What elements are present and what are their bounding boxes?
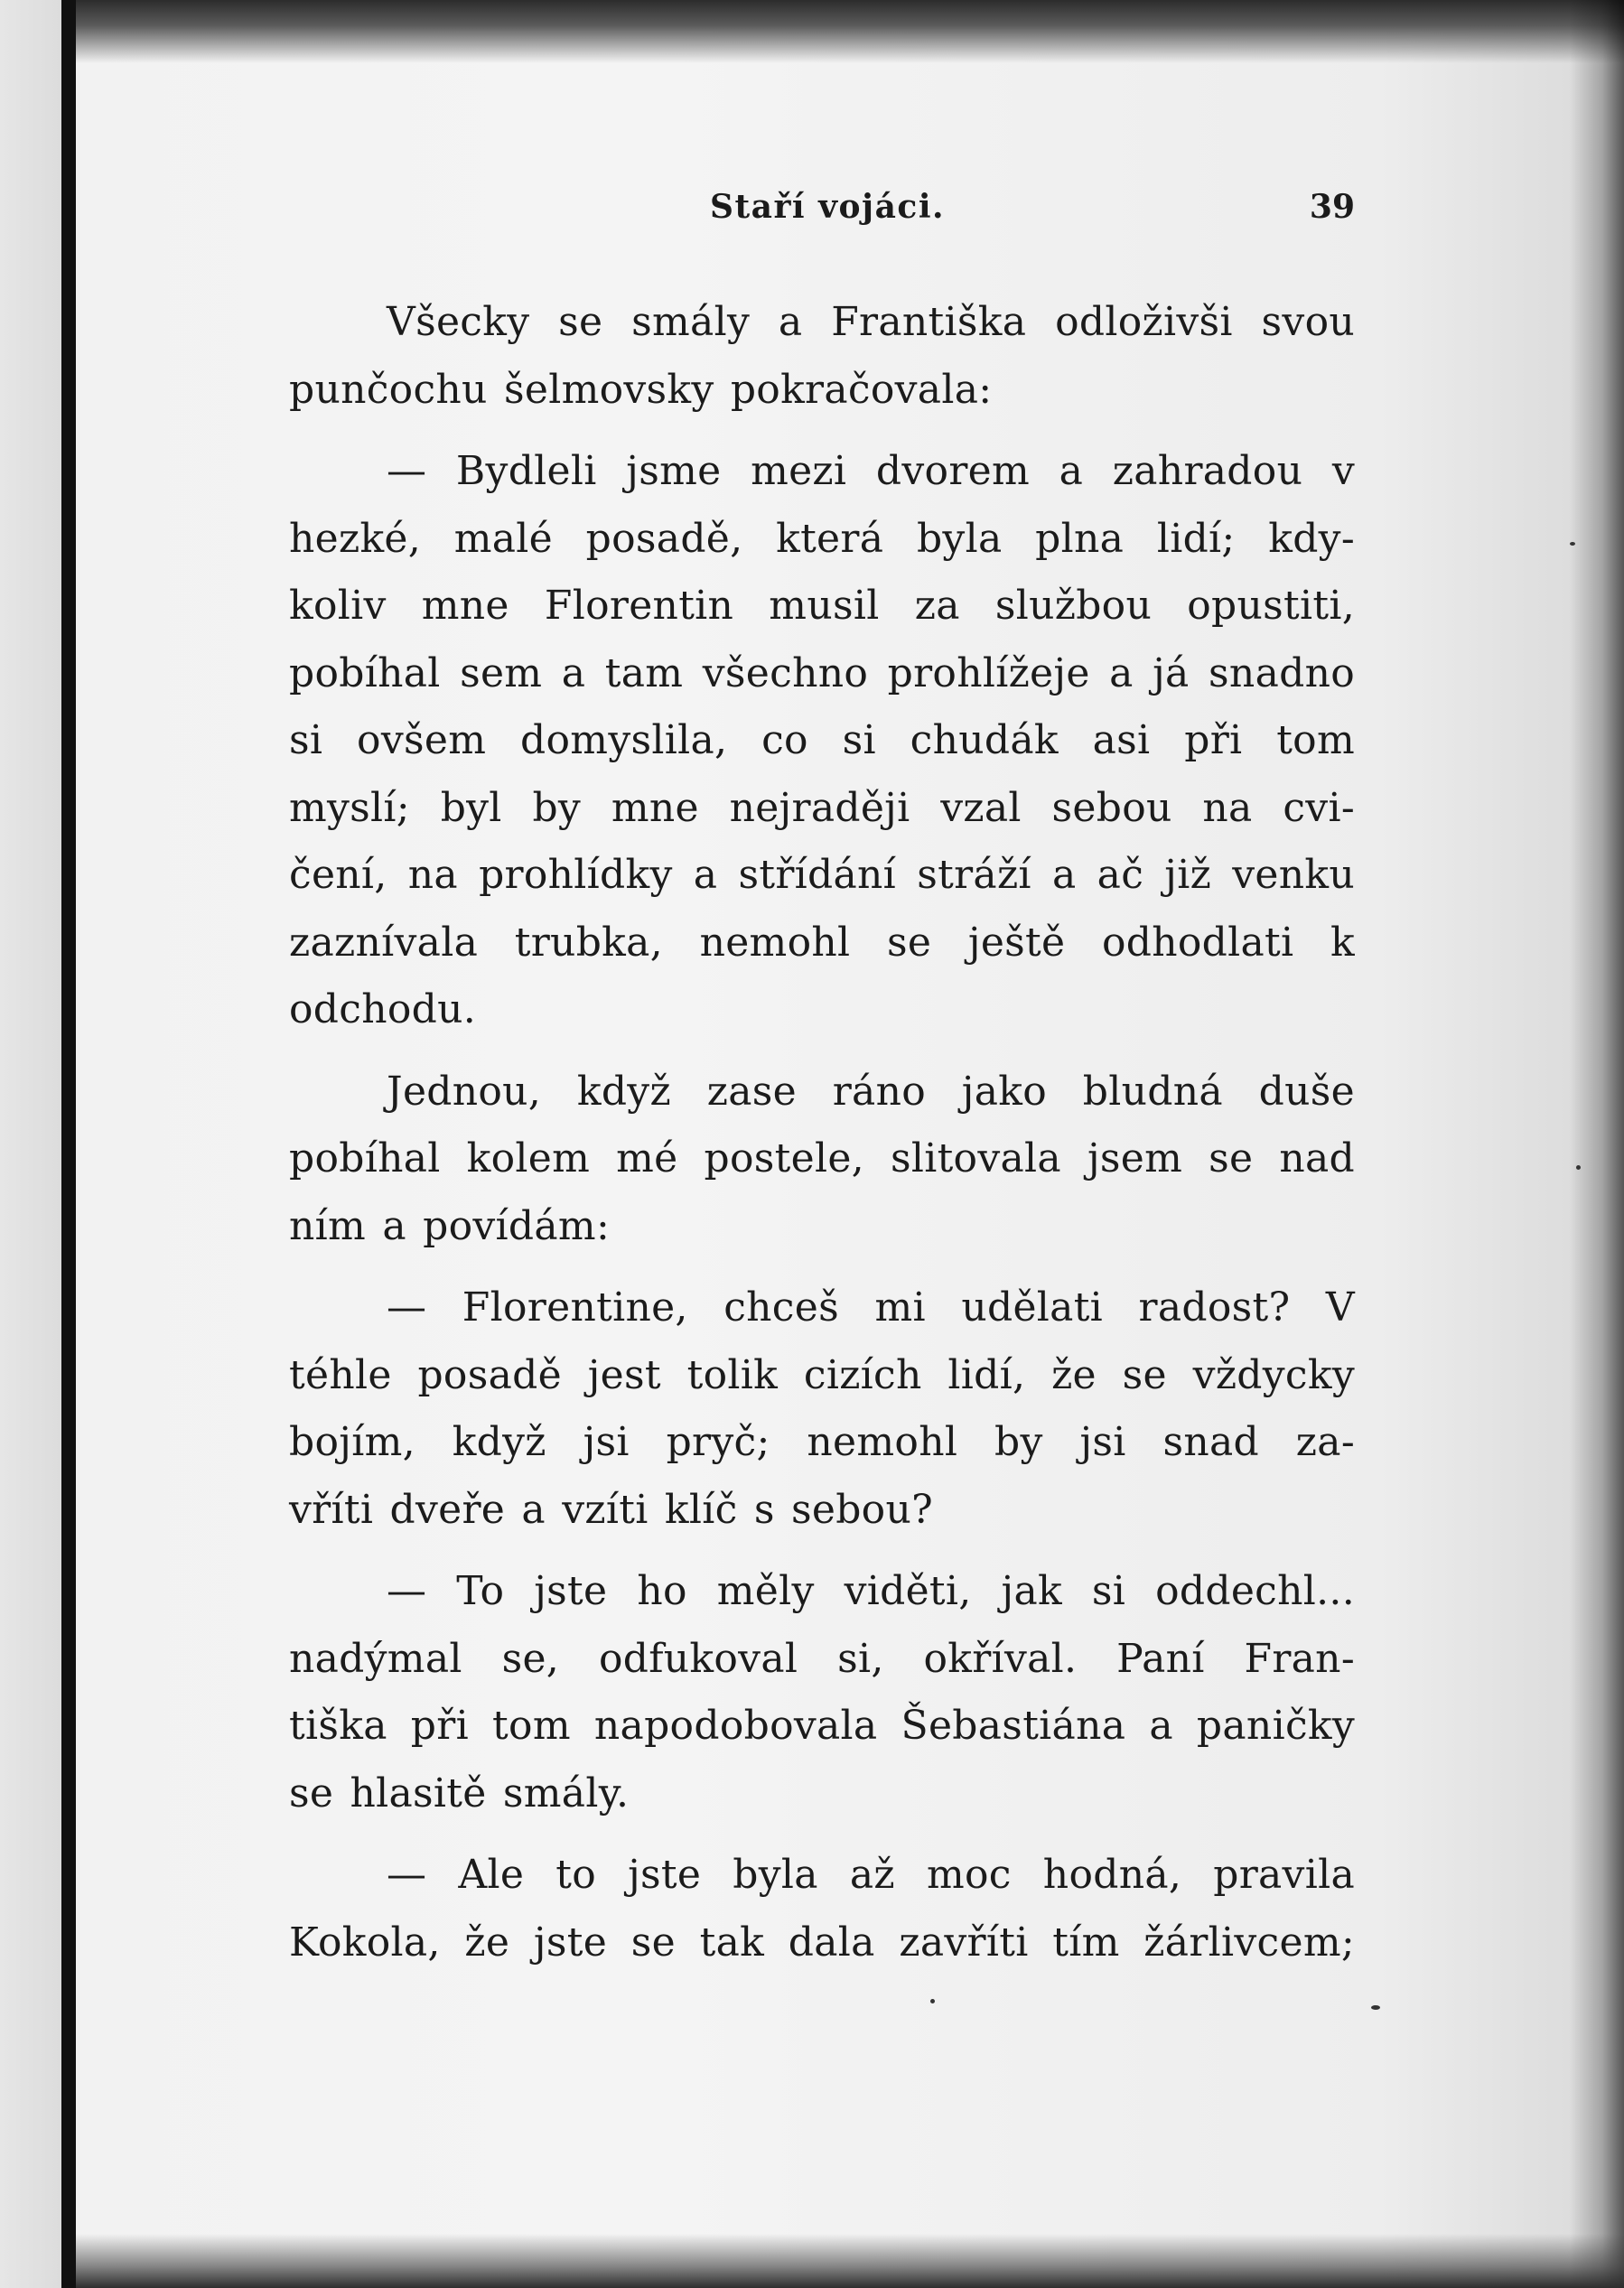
- book-spine-shadow: [61, 0, 76, 2288]
- speck-mark: [930, 1999, 935, 2003]
- paragraph: [289, 1842, 1355, 1976]
- text-line: Jednou, když zase ráno jako bludná duše: [387, 1068, 1355, 1115]
- text-line: — Ale to jste byla až moc hodná, pravila: [387, 1852, 1355, 1898]
- paragraph: [289, 289, 1355, 424]
- running-title: Staří vojáci.: [710, 188, 946, 226]
- text-line: vříti dveře a vzíti klíč s sebou?: [289, 1486, 933, 1533]
- left-page-edge: [0, 0, 61, 2288]
- text-line: myslí; byl by mne nejraději vzal sebou na cvi-: [289, 784, 1355, 831]
- right-scan-shadow: [1570, 0, 1624, 2288]
- text-line: Kokola, že jste se tak dala zavříti tím žárlivcem;: [289, 1919, 1355, 1966]
- top-scan-shadow: [76, 0, 1624, 63]
- paragraph: [289, 1558, 1355, 1827]
- text-line: ním a povídám:: [289, 1202, 611, 1249]
- text-line: — Bydleli jsme mezi dvorem a zahradou v: [387, 448, 1355, 494]
- text-line: koliv mne Florentin musil za službou opustiti,: [289, 583, 1355, 629]
- text-line: — Florentine, chceš mi udělati radost? V: [387, 1284, 1355, 1331]
- text-line: pobíhal sem a tam všechno prohlížeje a já snadno: [289, 649, 1355, 696]
- text-line: Všecky se smály a Františka odloživši svou: [387, 299, 1355, 345]
- text-line: se hlasitě smály.: [289, 1770, 630, 1816]
- text-line: si ovšem domyslila, co si chudák asi při tom: [289, 717, 1355, 763]
- text-line: — To jste ho měly viděti, jak si oddechl...: [387, 1568, 1355, 1614]
- speck-mark: [1371, 2005, 1380, 2010]
- text-line: téhle posadě jest tolik cizích lidí, že se vždycky: [289, 1351, 1355, 1398]
- text-line: odchodu.: [289, 986, 477, 1032]
- text-line: tiška při tom napodobovala Šebastiána a paničky: [289, 1703, 1355, 1749]
- page-number: 39: [1309, 188, 1355, 226]
- text-line: hezké, malé posadě, která byla plna lidí; kdy-: [289, 515, 1355, 562]
- bottom-scan-shadow: [76, 2234, 1624, 2288]
- speck-mark: [1576, 1165, 1581, 1170]
- paragraph: [289, 1059, 1355, 1261]
- text-line: bojím, když jsi pryč; nemohl by jsi snad za-: [289, 1419, 1355, 1465]
- page-header: [289, 181, 1355, 235]
- paragraph: [289, 1275, 1355, 1544]
- text-line: zaznívala trubka, nemohl se ještě odhodlati k: [289, 919, 1355, 966]
- page-content: [289, 181, 1355, 1991]
- speck-mark: [1570, 542, 1575, 546]
- text-line: čení, na prohlídky a střídání stráží a ač již venku: [289, 852, 1355, 898]
- text-line: pobíhal kolem mé postele, slitovala jsem se nad: [289, 1135, 1355, 1181]
- paragraph: [289, 438, 1355, 1044]
- text-line: punčochu šelmovsky pokračovala:: [289, 366, 993, 413]
- text-line: nadýmal se, odfukoval si, okříval. Paní Fran-: [289, 1635, 1355, 1682]
